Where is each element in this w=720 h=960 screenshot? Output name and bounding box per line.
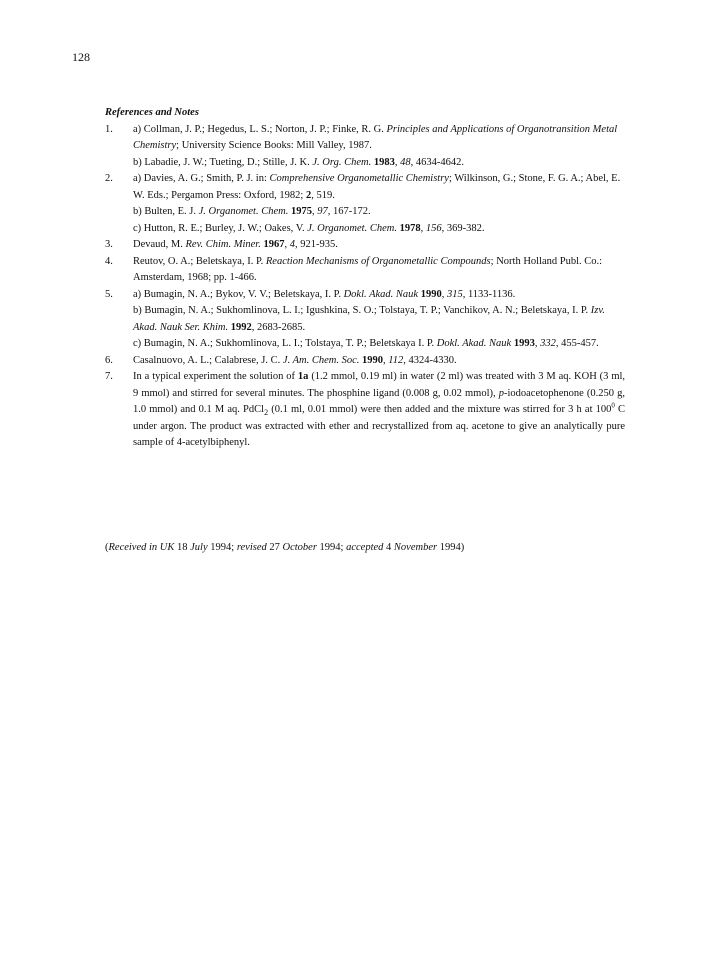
reference-number: 7.	[105, 371, 113, 382]
revised-year: 1994;	[319, 542, 344, 553]
reference-1	[105, 122, 625, 172]
pages: , 369-382.	[441, 222, 485, 234]
pages: , 1133-1136.	[462, 288, 516, 300]
editors: ; Wilkinson, G.; Stone, F. G. A.; Abel, E. W. Eds.; Pergamon Press: Oxford, 1982;	[133, 173, 621, 201]
authors: Devaud, M.	[133, 239, 183, 250]
note-text: In a typical experiment the solution of	[133, 371, 295, 382]
journal: Izv. Akad. Nauk Ser. Khim.	[133, 305, 605, 333]
volume: 48	[400, 156, 411, 168]
journal: J. Org. Chem.	[312, 156, 372, 168]
authors: b) Labadie, J. W.; Tueting, D.; Stille, J. K.	[133, 156, 310, 168]
volume: 332	[540, 338, 556, 349]
revised-label: revised	[236, 542, 267, 553]
reference-number: 5.	[105, 288, 113, 300]
authors: b) Bulten, E. J.	[133, 206, 196, 217]
received-label: Received in UK	[108, 542, 175, 553]
pages: , 4324-4330.	[403, 354, 457, 366]
degree-superscript: 0	[611, 401, 615, 410]
year: 1993	[513, 338, 535, 349]
journal: Dokl. Akad. Nauk	[343, 288, 419, 300]
volume: 156	[425, 222, 442, 234]
reference-2	[105, 171, 625, 237]
revised-month: October	[282, 542, 317, 553]
year: 1990	[420, 288, 442, 300]
publisher: ; North Holland Publ. Co.: Amsterdam, 1968; pp. 1-466.	[133, 255, 603, 283]
authors: Casalnuovo, A. L.; Calabrese, J. C.	[133, 354, 281, 366]
pages: , 167-172.	[327, 206, 371, 217]
pages: , 519.	[311, 189, 335, 201]
note-text: C under argon. The product was extracted with ether and recrystallized from aq. acetone to give an analytically pure sample of 4-acetylbiphenyl.	[133, 404, 626, 448]
note-text: (1.2 mmol, 0.19 ml) in water (2 ml) was treated with 3 M aq. KOH (3 ml, 9 mmol) and stirred for several minutes. The phosphine ligand (0.008 g, 0.02 mmol),	[133, 371, 626, 399]
reference-number: 1.	[105, 123, 113, 135]
reference-4	[105, 254, 625, 287]
volume: 112	[388, 354, 404, 366]
reference-7	[105, 369, 625, 452]
received-month: July	[190, 542, 208, 553]
page-number: 128	[72, 50, 90, 64]
reference-5b	[133, 303, 625, 336]
journal: Dokl. Akad. Nauk	[436, 338, 512, 349]
pages: , 4634-4642.	[410, 156, 464, 168]
pages: , 921-935.	[294, 239, 338, 250]
note-text: (0.1 ml, 0.01 mmol) were then added and the mixture was stirred for 3 h at 100	[271, 404, 612, 415]
authors: b) Bumagin, N. A.; Sukhomlinova, L. I.; Igushkina, S. O.; Tolstaya, T. P.; Vanchikov, A. N.; Beletskaya, I. P.	[133, 305, 589, 316]
authors: c) Hutton, R. E.; Burley, J. W.; Oakes, V.	[133, 222, 305, 234]
volume: 97	[317, 206, 328, 217]
reference-5	[105, 287, 625, 353]
accepted-year: 1994)	[439, 542, 465, 553]
received-dates	[105, 542, 665, 553]
subscript: 2	[264, 408, 269, 418]
references-heading: References and Notes	[105, 107, 199, 118]
reference-number: 4.	[105, 255, 113, 267]
year: 1983	[373, 156, 395, 168]
year: 1990	[362, 354, 384, 366]
accepted-day: 4	[386, 542, 392, 553]
experimental-note	[133, 369, 625, 452]
received-day: 18	[177, 542, 188, 553]
accepted-month: November	[393, 542, 438, 553]
reference-2c: c) Hutton, R. E.; Burley, J. W.; Oakes, V. J. Organomet. Chem. 1978, 156, 369-382.	[133, 222, 485, 234]
reference-number: 6.	[105, 354, 113, 366]
year: 1978	[399, 222, 421, 234]
reference-number: 3.	[105, 239, 113, 250]
reference-5c: c) Bumagin, N. A.; Sukhomlinova, L. I.; Tolstaya, T. P.; Beletskaya I. P. Dokl. Akad. Nauk 1993, 332, 455-457.	[133, 338, 599, 349]
received-year: 1994;	[210, 542, 235, 553]
compound-label: 1a	[297, 371, 309, 382]
reference-number: 2.	[105, 173, 113, 184]
authors: c) Bumagin, N. A.; Sukhomlinova, L. I.; Tolstaya, T. P.; Beletskaya I. P.	[133, 338, 435, 349]
book-title: Principles and Applications of Organotransition Metal Chemistry	[133, 123, 618, 151]
journal: Rev. Chim. Miner.	[185, 239, 261, 250]
authors: a) Davies, A. G.; Smith, P. J. in:	[133, 173, 267, 184]
book-title: Reaction Mechanisms of Organometallic Compounds	[265, 255, 491, 267]
reference-1b: b) Labadie, J. W.; Tueting, D.; Stille, J. K. J. Org. Chem. 1983, 48, 4634-4642.	[133, 156, 464, 168]
reference-6: 6. Casalnuovo, A. L.; Calabrese, J. C. J. Am. Chem. Soc. 1990, 112, 4324-4330.	[105, 353, 625, 370]
paren-open: (	[105, 542, 109, 553]
reference-1a	[133, 122, 625, 155]
references-section	[105, 105, 625, 452]
authors: a) Bumagin, N. A.; Bykov, V. V.; Beletskaya, I. P.	[133, 288, 341, 300]
para-prefix: p	[498, 387, 504, 399]
reference-5a: a) Bumagin, N. A.; Bykov, V. V.; Beletskaya, I. P. Dokl. Akad. Nauk 1990, 315, 1133-1136.	[133, 288, 516, 300]
accepted-label: accepted	[346, 542, 384, 553]
note-text: -iodoacetophenone (0.250 g, 1.0 mmol) and 0.1 M aq. PdCl	[133, 387, 625, 415]
authors: Reutov, O. A.; Beletskaya, I. P.	[133, 255, 264, 267]
volume: 4	[289, 239, 295, 250]
authors: a) Collman, J. P.; Hegedus, L. S.; Norton, J. P.; Finke, R. G.	[133, 123, 384, 135]
reference-2a	[133, 171, 625, 204]
year: 1967	[263, 239, 285, 250]
journal: J. Organomet. Chem.	[307, 222, 397, 234]
journal: J. Am. Chem. Soc.	[282, 354, 360, 366]
pages: , 455-457.	[555, 338, 599, 349]
reference-3: 3. Devaud, M. Rev. Chim. Miner. 1967, 4, 921-935.	[105, 237, 625, 254]
volume: 2	[305, 189, 312, 201]
journal: J. Organomet. Chem.	[198, 206, 289, 217]
year: 1992	[230, 321, 252, 333]
year: 1975	[290, 206, 312, 217]
volume: 315	[446, 288, 463, 300]
reference-2b: b) Bulten, E. J. J. Organomet. Chem. 1975, 97, 167-172.	[133, 206, 371, 217]
publisher: ; University Science Books: Mill Valley, 1987.	[176, 140, 372, 151]
pages: , 2683-2685.	[251, 321, 306, 333]
revised-day: 27	[269, 542, 280, 553]
book-title: Comprehensive Organometallic Chemistry	[269, 173, 449, 184]
